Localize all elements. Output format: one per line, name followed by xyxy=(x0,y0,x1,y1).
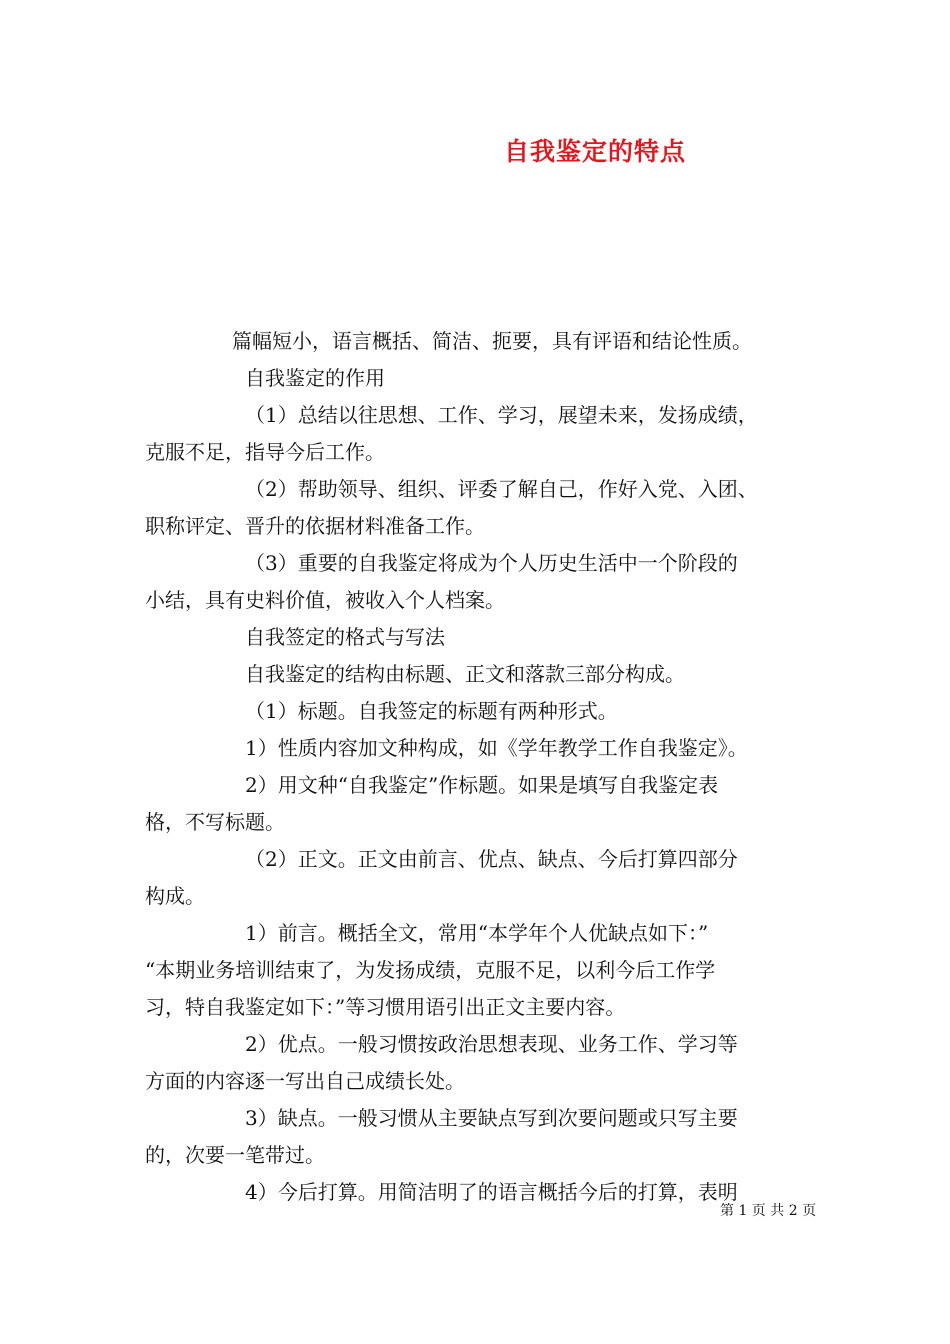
document-title: 自我鉴定的特点 xyxy=(503,137,686,166)
body-line-17: 1）前言。概括全文，常用“本学年个人优缺点如下：” xyxy=(245,921,709,945)
body-line-11: （1）标题。自我签定的标题有两种形式。 xyxy=(245,699,618,723)
body-line-6: 职称评定、晋升的依据材料准备工作。 xyxy=(145,514,485,538)
body-line-4: 克服不足，指导今后工作。 xyxy=(145,440,385,464)
body-line-20: 2）优点。一般习惯按政治思想表现、业务工作、学习等 xyxy=(245,1032,738,1056)
body-line-18: “本期业务培训结束了，为发扬成绩，克服不足，以利今后工作学 xyxy=(145,958,716,982)
body-line-16: 构成。 xyxy=(145,884,205,908)
body-line-12: 1）性质内容加文种构成，如《学年教学工作自我鉴定》。 xyxy=(245,736,748,760)
section-heading-role: 自我鉴定的作用 xyxy=(245,366,385,390)
body-line-23: 的，次要一笔带过。 xyxy=(145,1143,325,1167)
section-heading-format: 自我签定的格式与写法 xyxy=(245,625,445,649)
body-line-21: 方面的内容逐一写出自己成绩长处。 xyxy=(145,1069,465,1093)
body-line-8: 小结，具有史料价值，被收入个人档案。 xyxy=(145,588,505,612)
body-line-3: （1）总结以往思想、工作、学习，展望未来，发扬成绩， xyxy=(245,403,758,427)
body-line-22: 3）缺点。一般习惯从主要缺点写到次要问题或只写主要 xyxy=(245,1106,738,1130)
body-line-5: （2）帮助领导、组织、评委了解自己，作好入党、入团、 xyxy=(245,477,758,501)
body-line-15: （2）正文。正文由前言、优点、缺点、今后打算四部分 xyxy=(245,847,738,871)
body-line-13: 2）用文种“自我鉴定”作标题。如果是填写自我鉴定表 xyxy=(245,773,719,797)
body-line-24: 4）今后打算。用简洁明了的语言概括今后的打算，表明 xyxy=(245,1180,738,1204)
body-line-1: 篇幅短小，语言概括、简洁、扼要，具有评语和结论性质。 xyxy=(232,329,752,353)
body-line-19: 习，特自我鉴定如下：”等习惯用语引出正文主要内容。 xyxy=(145,995,626,1019)
body-line-10: 自我鉴定的结构由标题、正文和落款三部分构成。 xyxy=(245,662,685,686)
body-line-7: （3）重要的自我鉴定将成为个人历史生活中一个阶段的 xyxy=(245,551,738,575)
body-line-14: 格，不写标题。 xyxy=(145,810,285,834)
page-number: 第 1 页 共 2 页 xyxy=(720,1203,817,1219)
